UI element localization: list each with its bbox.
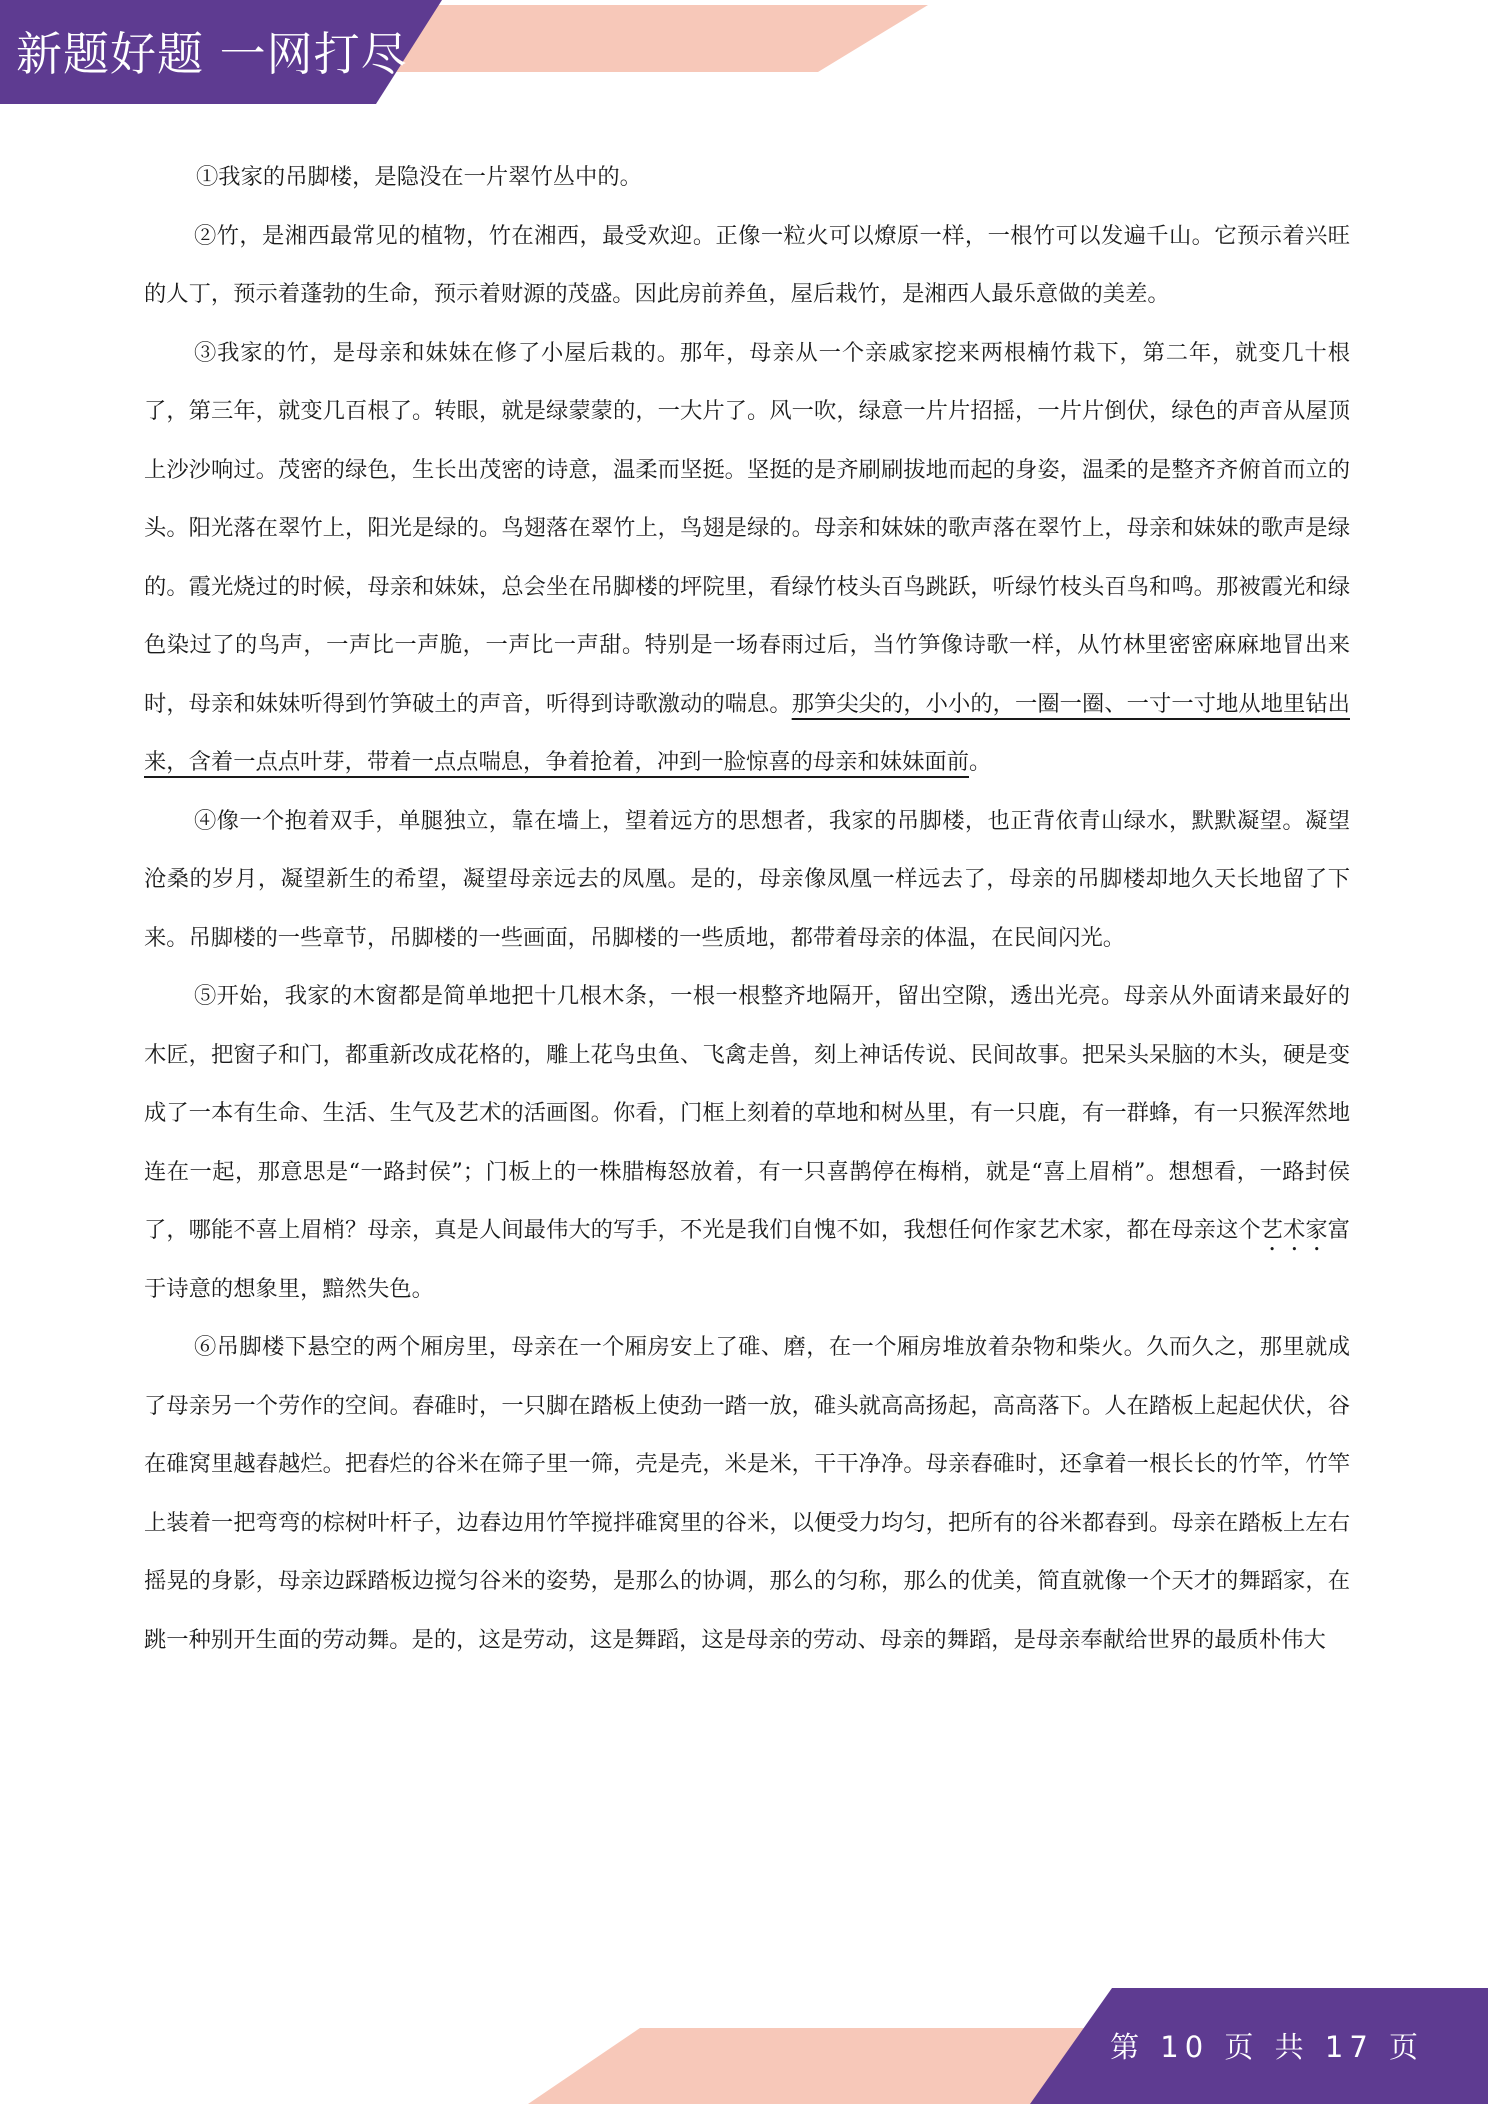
paragraph-1: ①我家的吊脚楼，是隐没在一片翠竹丛中的。 xyxy=(196,164,642,190)
paragraph-5 xyxy=(144,967,1350,1318)
emphasis-dotted-word: 艺术家 xyxy=(1260,1217,1328,1243)
underlined-sentence: 那笋尖尖的，小小的，一圈一圈、一寸一寸地从地里钻出来，含着一点点叶芽，带着一点点喘息，争着抢着，冲到一脸惊喜的母亲和妹妹面前 xyxy=(144,690,1350,775)
paragraph-3-text: ③我家的竹，是母亲和妹妹在修了小屋后栽的。那年，母亲从一个亲戚家挖来两根楠竹栽下，第二年，就变几十根了，第三年，就变几百根了。转眼，就是绿蒙蒙的，一大片了。风一吹，绿意一片片招摇，一片片倒伏，绿色的声音从屋顶上沙沙响过。茂密的绿色，生长出茂密的诗意，温柔而坚挺。坚挺的是齐刷刷拔地而起的身姿，温柔的是整齐齐俯首而立的头。阳光落在翠竹上，阳光是绿的。鸟翅落在翠竹上，鸟翅是绿的。母亲和妹妹的歌声落在翠竹上，母亲和妹妹的歌声是绿的。霞光烧过的时候，母亲和妹妹，总会坐在吊脚楼的坪院里，看绿竹枝头百鸟跳跃，听绿竹枝头百鸟和鸣。那被霞光和绿色染过了的鸟声，一声比一声脆，一声比一声甜。特别是一场春雨过后，当竹笋像诗歌一样，从竹林里密密麻麻地冒出来时，母亲和妹妹听得到竹笋破土的声音，听得到诗歌激动的喘息。 xyxy=(144,339,1350,717)
page-number: 第 10 页 共 17 页 xyxy=(1110,2030,1424,2064)
paragraph-2: ②竹，是湘西最常见的植物，竹在湘西，最受欢迎。正像一粒火可以燎原一样，一根竹可以发遍千山。它预示着兴旺的人丁，预示着蓬勃的生命，预示着财源的茂盛。因此房前养鱼，屋后栽竹，是湘西人最乐意做的美差。 xyxy=(144,222,1350,307)
paragraph-3-end: 。 xyxy=(969,749,992,775)
paragraph-4: ④像一个抱着双手，单腿独立，靠在墙上，望着远方的思想者，我家的吊脚楼，也正背依青山绿水，默默凝望。凝望沧桑的岁月，凝望新生的希望，凝望母亲远去的凤凰。是的，母亲像凤凰一样远去了，母亲的吊脚楼却地久天长地留了下来。吊脚楼的一些章节，吊脚楼的一些画面，吊脚楼的一些质地，都带着母亲的体温，在民间闪光。 xyxy=(144,807,1350,951)
paragraph-6: ⑥吊脚楼下悬空的两个厢房里，母亲在一个厢房安上了碓、磨，在一个厢房堆放着杂物和柴火。久而久之，那里就成了母亲另一个劳作的空间。舂碓时，一只脚在踏板上使劲一踏一放，碓头就高高扬起，高高落下。人在踏板上起起伏伏，谷在碓窝里越舂越烂。把舂烂的谷米在筛子里一筛，壳是壳，米是米，干干净净。母亲舂碓时，还拿着一根长长的竹竿，竹竿上装着一把弯弯的棕树叶杆子，边舂边用竹竿搅拌碓窝里的谷米，以便受力均匀，把所有的谷米都舂到。母亲在踏板上左右摇晃的身影，母亲边踩踏板边搅匀谷米的姿势，是那么的协调，那么的匀称，那么的优美，简直就像一个天才的舞蹈家，在跳一种别开生面的劳动舞。是的，这是劳动，这是舞蹈，这是母亲的劳动、母亲的舞蹈，是母亲奉献给世界的最质朴伟大 xyxy=(144,1334,1350,1653)
article-body xyxy=(144,148,1350,1669)
paragraph-5-text: ⑤开始，我家的木窗都是简单地把十几根木条，一根一根整齐地隔开，留出空隙，透出光亮。母亲从外面请来最好的木匠，把窗子和门，都重新改成花格的，雕上花鸟虫鱼、飞禽走兽，刻上神话传说、民间故事。把呆头呆脑的木头，硬是变成了一本有生命、生活、生气及艺术的活画图。你看，门框上刻着的草地和树丛里，有一只鹿，有一群蜂，有一只猴浑然地连在一起，那意思是“一路封侯”；门板上的一株腊梅怒放着，有一只喜鹊停在梅梢，就是“喜上眉梢”。想想看，一路封侯了，哪能不喜上眉梢？母亲，真是人间最伟大的写手，不光是我们自愧不如，我想任何作家艺术家，都在母亲这个 xyxy=(144,983,1350,1243)
paragraph-5-end: 富于诗意的想象里，黯然失色。 xyxy=(144,1217,1350,1302)
header-title: 新题好题 一网打尽 xyxy=(16,27,408,81)
paragraph-3 xyxy=(144,324,1350,792)
